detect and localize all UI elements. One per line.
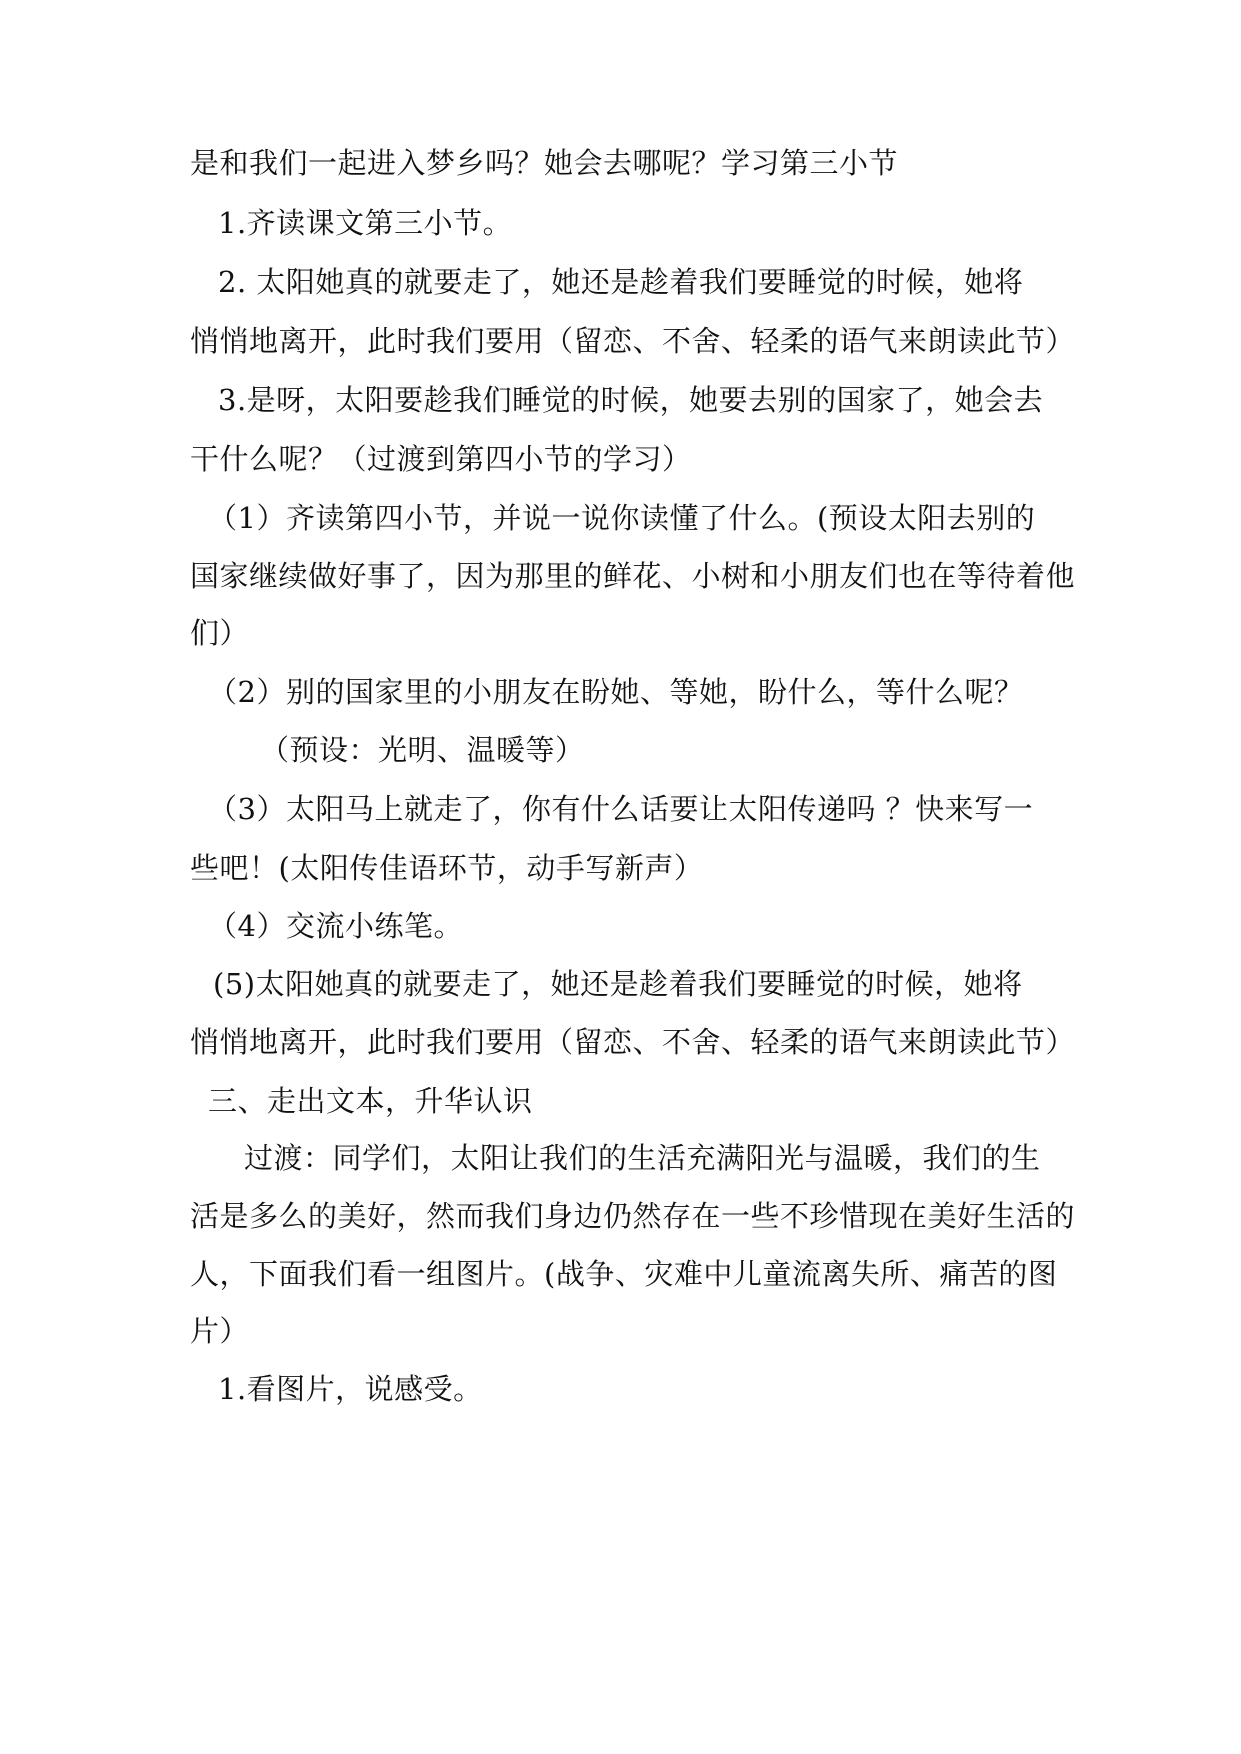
text-line: 三、走出文本，升华认识 <box>208 1084 533 1118</box>
text-line: 悄悄地离开，此时我们要用（留恋、不舍、轻柔的语气来朗读此节） <box>190 1025 1076 1059</box>
text-line: 1.齐读课文第三小节。 <box>218 206 513 240</box>
text-line: 片） <box>190 1314 250 1348</box>
text-line: （4）交流小练笔。 <box>208 909 463 943</box>
text-line: （预设：光明、温暖等） <box>260 733 585 767</box>
text-line: 1.看图片，说感受。 <box>218 1372 483 1406</box>
text-line: 些吧！(太阳传佳语环节，动手写新声） <box>190 851 704 885</box>
text-line: （1）齐读第四小节，并说一说你读懂了什么。(预设太阳去别的 <box>208 501 1036 535</box>
text-line: 悄悄地离开，此时我们要用（留恋、不舍、轻柔的语气来朗读此节） <box>190 324 1076 358</box>
text-line: 是和我们一起进入梦乡吗？她会去哪呢？学习第三小节 <box>190 146 899 180</box>
text-line: 2. 太阳她真的就要走了，她还是趁着我们要睡觉的时候，她将 <box>218 265 1024 299</box>
text-line: 干什么呢？（过渡到第四小节的学习） <box>190 442 692 476</box>
text-line: 3.是呀，太阳要趁我们睡觉的时候，她要去别的国家了，她会去 <box>218 383 1044 417</box>
text-line: (5)太阳她真的就要走了，她还是趁着我们要睡觉的时候，她将 <box>213 967 1023 1001</box>
text-line: 国家继续做好事了，因为那里的鲜花、小树和小朋友们也在等待着他 <box>190 559 1076 593</box>
text-line: 活是多么的美好，然而我们身边仍然存在一些不珍惜现在美好生活的 <box>190 1199 1076 1233</box>
text-line: 人，下面我们看一组图片。(战争、灾难中儿童流离失所、痛苦的图 <box>190 1257 1058 1291</box>
text-line: （3）太阳马上就走了，你有什么话要让太阳传递吗 ？快来写一 <box>208 792 1034 826</box>
text-line: 过渡：同学们，太阳让我们的生活充满阳光与温暖，我们的生 <box>244 1141 1041 1175</box>
text-line: （2）别的国家里的小朋友在盼她、等她，盼什么，等什么呢？ <box>208 675 1024 709</box>
text-line: 们） <box>190 616 250 650</box>
